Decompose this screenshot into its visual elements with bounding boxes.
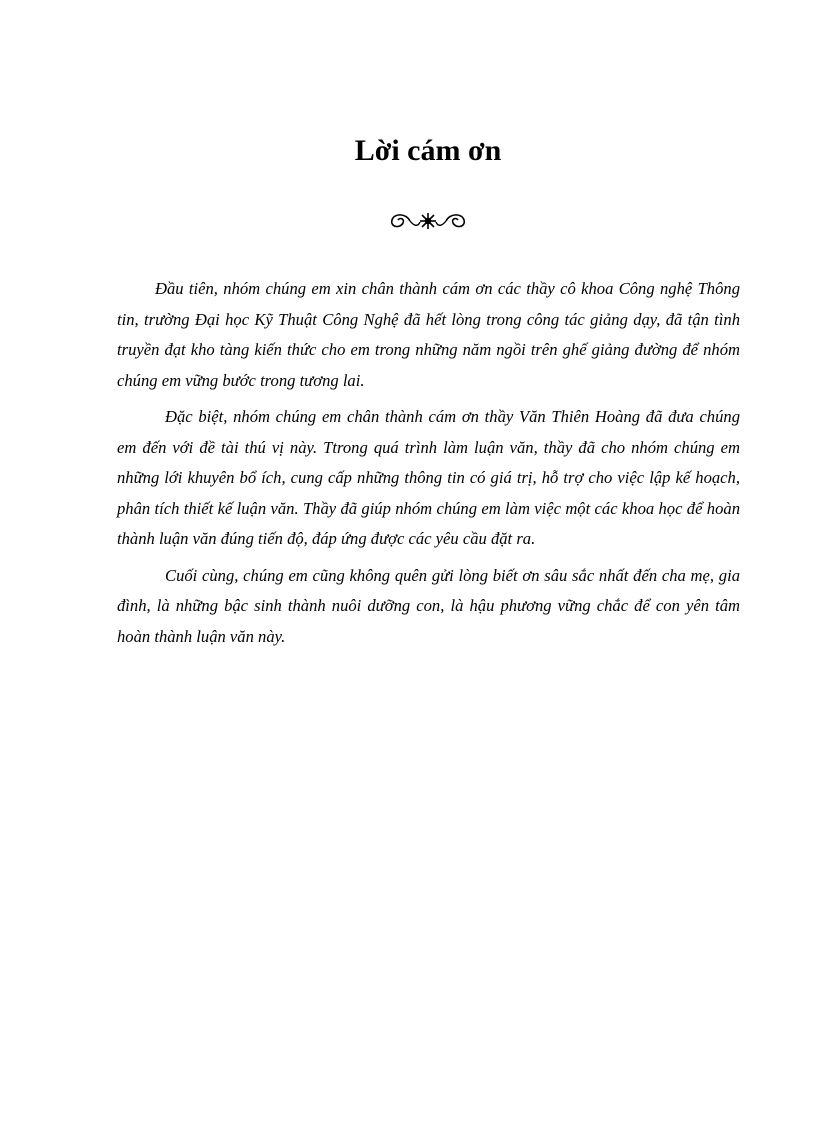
page-title: Lời cám ơn (354, 134, 502, 167)
paragraph-advisor: Đặc biệt, nhóm chúng em chân thành cám ơn thầy Văn Thiên Hoàng đã đưa chúng em đến với đề tài thú vị này. Ttrong quá trình làm luận văn, thầy đã cho nhóm chúng em những lới khuyên bổ ích, cung cấp những thông tin có giá trị, hỗ trợ cho việc lập kế hoạch, phân tích thiết kế luận văn. Thầy đã giúp nhóm chúng em làm việc một các khoa học để hoàn thành luận văn đúng tiến độ, đáp ứng được các yêu cầu đặt ra. (117, 407, 740, 548)
ornament-divider (0, 206, 816, 236)
paragraph-family: Cuối cùng, chúng em cũng không quên gửi lòng biết ơn sâu sắc nhất đến cha mẹ, gia đình, là những bậc sinh thành nuôi dưỡng con, là hậu phương vững chắc để con yên tâm hoàn thành luận văn này. (117, 565, 740, 646)
flourish-icon (380, 208, 476, 234)
acknowledgement-body (117, 274, 740, 658)
paragraph-intro: Đầu tiên, nhóm chúng em xin chân thành cám ơn các thầy cô khoa Công nghệ Thông tin, trường Đại học Kỹ Thuật Công Nghệ đã hết lòng trong công tác giảng dạy, đã tận tình truyền đạt kho tàng kiến thức cho em trong những năm ngồi trên ghế giảng đường để nhóm chúng em vững bước trong tương lai. (117, 279, 740, 390)
